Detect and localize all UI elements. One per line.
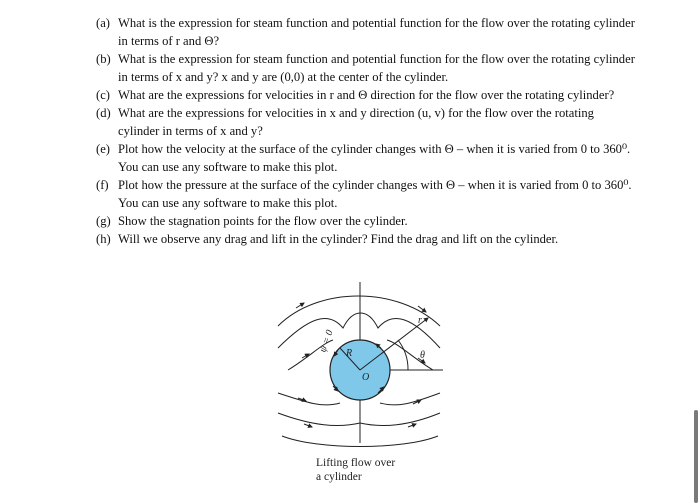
question-label: (b) bbox=[96, 52, 111, 66]
question-text: Show the stagnation points for the flow over the cylinder. bbox=[118, 214, 408, 228]
question-text: What is the expression for steam function and potential function for the flow over the rotating cylinder in terms of x and y? x and y are (0,0) at the center of the cylinder. bbox=[118, 52, 635, 84]
question-label: (e) bbox=[96, 142, 110, 156]
caption-line: a cylinder bbox=[316, 471, 362, 483]
question-text: What is the expression for steam function and potential function for the flow over the rotating cylinder in terms of r and Θ? bbox=[118, 16, 635, 48]
radius-label: R bbox=[346, 348, 353, 359]
scrollbar-thumb[interactable] bbox=[694, 410, 698, 503]
question-label: (h) bbox=[96, 232, 111, 246]
flow-arrow bbox=[296, 303, 304, 308]
question-e bbox=[96, 140, 636, 176]
question-b bbox=[96, 50, 636, 86]
question-a bbox=[96, 14, 636, 50]
question-c bbox=[96, 86, 636, 104]
caption-line: Lifting flow over bbox=[316, 457, 396, 469]
r-label: r bbox=[418, 315, 422, 326]
theta-arc bbox=[398, 340, 408, 370]
psi-label: ψ = 0 bbox=[317, 328, 336, 354]
question-text: What are the expressions for velocities in x and y direction (u, v) for the flow over the rotating cylinder in terms of x and y? bbox=[118, 106, 594, 138]
streamline-top-outer bbox=[278, 296, 440, 326]
figure-caption bbox=[316, 456, 395, 484]
question-label: (g) bbox=[96, 214, 111, 228]
theta-label: θ bbox=[420, 350, 425, 361]
question-g bbox=[96, 212, 636, 230]
origin-label: O bbox=[362, 372, 370, 383]
lifting-flow-figure bbox=[268, 278, 448, 493]
flow-diagram bbox=[268, 278, 448, 453]
question-label: (f) bbox=[96, 178, 109, 192]
question-label: (a) bbox=[96, 16, 110, 30]
question-text: What are the expressions for velocities in r and Θ direction for the flow over the rotating cylinder? bbox=[118, 88, 615, 102]
question-f bbox=[96, 176, 636, 212]
question-label: (d) bbox=[96, 106, 111, 120]
flow-arrow bbox=[408, 424, 416, 427]
flow-arrow bbox=[304, 424, 312, 427]
question-label: (c) bbox=[96, 88, 110, 102]
question-text: Plot how the velocity at the surface of the cylinder changes with Θ – when it is varied from 0 to 360⁰. You can use any software to make this plot. bbox=[118, 142, 631, 174]
question-list bbox=[96, 14, 636, 248]
question-text: Plot how the pressure at the surface of the cylinder changes with Θ – when it is varied from 0 to 360⁰. You can use any software to make this plot. bbox=[118, 178, 632, 210]
question-d bbox=[96, 104, 636, 140]
question-h bbox=[96, 230, 636, 248]
question-text: Will we observe any drag and lift in the cylinder? Find the drag and lift on the cylinder. bbox=[118, 232, 559, 246]
